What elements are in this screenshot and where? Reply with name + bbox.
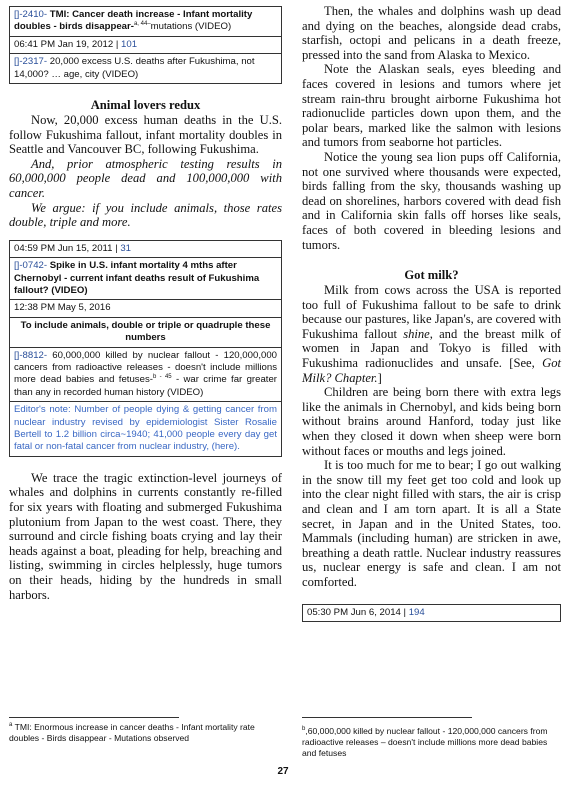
- footnote-mark: a: [9, 722, 13, 729]
- ref-44: , 44: [137, 21, 148, 28]
- right-column: [302, 0, 561, 622]
- section-body: [9, 113, 282, 230]
- post-timestamp: [10, 241, 281, 257]
- section-body: [302, 4, 561, 252]
- page-number: 27: [277, 766, 289, 777]
- ref-45: - 45: [156, 374, 172, 381]
- paragraph: Now, 20,000 excess human deaths in the U.S. follow Fukushima fallout, infant mortality doubles in Seattle and Vancouver BC, following Fukushima.: [9, 113, 282, 157]
- footnote-ref-a[interactable]: a: [133, 21, 138, 28]
- paragraph: And, prior atmospheric testing results in 60,000,000 people dead and 100,000,000 with cancer.: [9, 156, 282, 200]
- post-title: Spike in U.S. infant mortality 4 mths after Chernobyl - current infant deaths result of Fukushima fallout? (VIDEO): [14, 260, 260, 296]
- timestamp-text: 06:41 PM Jan 19, 2012 |: [14, 38, 119, 50]
- paragraph: Notice the young sea lion pups off California, not one survived where thousands were expected, birds falling from the sky, thousands washing up dead on shorelines, harbors covered with dead fish and in California skin falls off horses like seals, faces of both covered in bleeding lesions and tumors.: [302, 149, 561, 252]
- timestamp-text: 04:59 PM Jun 15, 2011 |: [14, 242, 118, 254]
- text-run: ]: [377, 370, 382, 385]
- paragraph: Children are being born there with extra legs like the animals in Chernobyl, and kids being born without brains around Hanford, today just like when they closed it down when sheep were born without faces or mouths and legs joined.: [302, 385, 561, 458]
- post-id-link[interactable]: []-2410-: [14, 9, 48, 20]
- footnote-text: TMI: Enormous increase in cancer deaths - Infant mortality rate doubles - Birds disappear - Mutations observed: [9, 722, 255, 743]
- editors-note: Editor's note: Number of people dying & getting cancer from nuclear industry revised by epidemiologist Sister Rosalie Bertell to 1.2 billion circa~1940; 41,000 people every day get fatal or non-fatal cancer from nuclear industry, (here).: [10, 401, 281, 456]
- paragraph: [302, 283, 561, 385]
- box-subheading: To include animals, double or triple or quadruple these numbers: [10, 317, 281, 347]
- post-title-tail: mutations (VIDEO): [150, 21, 232, 33]
- footnote-text: ,60,000,000 killed by nuclear fallout - 120,000,000 cancers from radioactive releases – doesn't include millions more dead babies and fetuses: [302, 726, 548, 758]
- post-timestamp: [10, 36, 281, 53]
- section-body: [9, 471, 282, 602]
- footnote-ref-b[interactable]: b: [152, 374, 157, 381]
- post-timestamp: 12:38 PM May 5, 2016: [10, 299, 281, 316]
- post-id-link[interactable]: []-2317-: [14, 56, 48, 68]
- footnote-a: [9, 722, 259, 744]
- paragraph: We trace the tragic extinction-level journeys of whales and dolphins in currents constantly re-filled for six years with floating and submerged Fukushima plutonium from Japan to the west coast. There, they surround and circle fishing boats crying and lay their heads against a boat, pleading for help, breaching and listing, swimming in circles helplessly, huge tumors on their heads, hiding by the hundreds in small harbors.: [9, 470, 282, 602]
- italic-text: shine: [403, 326, 430, 341]
- section-heading: Animal lovers redux: [90, 98, 201, 113]
- footnote-b: [302, 726, 561, 759]
- left-column: [9, 0, 282, 602]
- post-entry-chernobyl: [10, 257, 281, 299]
- post-entry-tmi: [10, 7, 281, 36]
- footnote-rule: [302, 717, 472, 718]
- post-box-tmi: [9, 6, 282, 84]
- section-body: [302, 283, 561, 589]
- dash: –: [147, 21, 151, 28]
- post-title: 20,000 excess U.S. deaths after Fukushima, not 14,000? … age, city (VIDEO): [14, 56, 255, 80]
- paragraph: We argue: if you include animals, those rates double, triple and more.: [9, 200, 282, 230]
- paragraph: Then, the whales and dolphins wash up dead and dying on the beaches, alongside dead crabs, starfish, octopi and pelicans in a death freeze, pressed into the sand from Alaska to Mexico.: [302, 4, 561, 62]
- comment-count-link[interactable]: 194: [408, 606, 425, 618]
- post-entry-20000: [10, 53, 281, 83]
- post-timestamp: [302, 604, 561, 622]
- footnote-mark: b: [302, 726, 306, 733]
- post-id-link[interactable]: []-0742-: [14, 260, 48, 272]
- text-run: , and the breast milk of women in Japan and Tokyo is filled with Fukushima radionuclides and unsafe. [See,: [302, 326, 561, 371]
- comment-count-link[interactable]: 101: [121, 38, 138, 50]
- post-id-link[interactable]: []-8812-: [14, 349, 48, 361]
- post-title: TMI: Cancer death increase - Infant mortality doubles - birds disappear-: [14, 9, 253, 33]
- timestamp-text: 05:30 PM Jun 6, 2014 |: [307, 606, 407, 618]
- paragraph: It is too much for me to bear; I go out walking in the snow till my feet get too cold and look up into the clear night filled with stars, the air is crisp and clean and I am torn apart. It is all a State secret, in Japan and in the United States, too. Mammals (including human) are stricken in awe, breathing a death rattle. Nuclear industry reassures us, nuclear energy is safe and clean. I am not comforted.: [302, 458, 561, 589]
- footnote-rule: [9, 717, 179, 718]
- chapter-reference: Got Milk? Chapter.: [302, 356, 561, 385]
- post-box-chernobyl: [9, 240, 282, 457]
- section-heading: Got milk?: [404, 268, 459, 283]
- post-body: 60,000,000 killed by nuclear fallout - 120,000,000 cancers from radioactive releases - doesn't include millions more dead babies and fetuses-: [14, 349, 277, 386]
- paragraph: Note the Alaskan seals, eyes bleeding and faces covered in lesions and tumors where jet stream rain-thru brought airborne Fukushima hot radionuclide particles down upon them, and the polar bears, marked like the salmon with lesions and tumors from seaborne hot particles.: [302, 62, 561, 150]
- comment-count-link[interactable]: 31: [120, 242, 131, 254]
- post-body-tail: - war crime far greater than any in recorded human history (VIDEO): [14, 374, 277, 398]
- text-run: Milk from cows across the USA is reported too full of Fukushima fallout to be safe to drink because our pastures, like Japan's, are covered with Fukushima fallout: [302, 283, 561, 341]
- post-entry-8812: [10, 347, 281, 402]
